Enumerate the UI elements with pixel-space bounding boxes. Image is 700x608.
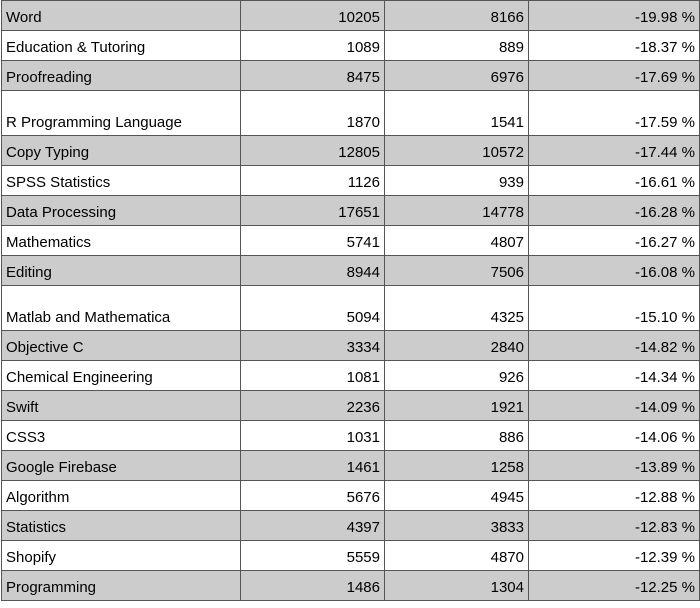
row-value-1: 2236 [241,391,385,421]
row-value-1: 1126 [241,166,385,196]
row-change: -14.34 % [529,361,700,391]
row-change: -12.83 % [529,511,700,541]
row-name: Mathematics [2,226,241,256]
row-value-1: 17651 [241,196,385,226]
table-row [2,451,700,481]
row-value-2: 886 [385,421,529,451]
row-name: Editing [2,256,241,286]
row-value-1: 10205 [241,1,385,31]
table-row [2,256,700,286]
row-value-1: 8475 [241,61,385,91]
row-value-1: 5741 [241,226,385,256]
table-row [2,331,700,361]
row-value-2: 4807 [385,226,529,256]
row-name: Algorithm [2,481,241,511]
row-change: -12.88 % [529,481,700,511]
row-value-1: 1031 [241,421,385,451]
row-change: -16.27 % [529,226,700,256]
row-name: Education & Tutoring [2,31,241,61]
row-value-2: 3833 [385,511,529,541]
row-value-2: 4945 [385,481,529,511]
table-row [2,481,700,511]
row-name: Google Firebase [2,451,241,481]
row-change: -12.25 % [529,571,700,601]
row-name: Shopify [2,541,241,571]
row-name: Word [2,1,241,31]
row-change: -16.08 % [529,256,700,286]
row-value-1: 1870 [241,91,385,136]
table-row [2,286,700,331]
row-name: Statistics [2,511,241,541]
row-value-1: 5559 [241,541,385,571]
row-name: Data Processing [2,196,241,226]
table-row [2,361,700,391]
row-value-1: 8944 [241,256,385,286]
row-change: -17.69 % [529,61,700,91]
row-change: -16.28 % [529,196,700,226]
row-change: -15.10 % [529,286,700,331]
row-change: -12.39 % [529,541,700,571]
row-value-2: 14778 [385,196,529,226]
row-value-1: 1089 [241,31,385,61]
row-change: -14.06 % [529,421,700,451]
row-name: CSS3 [2,421,241,451]
row-value-2: 10572 [385,136,529,166]
row-change: -18.37 % [529,31,700,61]
table-row [2,31,700,61]
row-value-1: 3334 [241,331,385,361]
row-name: Programming [2,571,241,601]
row-name: Swift [2,391,241,421]
table-row [2,226,700,256]
row-name: Matlab and Mathematica [2,286,241,331]
row-value-2: 889 [385,31,529,61]
row-value-2: 4325 [385,286,529,331]
row-value-2: 7506 [385,256,529,286]
row-name: Proofreading [2,61,241,91]
row-value-2: 6976 [385,61,529,91]
row-value-2: 1921 [385,391,529,421]
row-value-2: 8166 [385,1,529,31]
row-value-1: 4397 [241,511,385,541]
row-name: Chemical Engineering [2,361,241,391]
row-name: Copy Typing [2,136,241,166]
table-row [2,91,700,136]
row-change: -17.44 % [529,136,700,166]
row-value-2: 4870 [385,541,529,571]
table-row [2,136,700,166]
row-value-1: 12805 [241,136,385,166]
row-value-2: 939 [385,166,529,196]
table-row [2,196,700,226]
row-value-1: 1461 [241,451,385,481]
row-value-1: 5094 [241,286,385,331]
table-row [2,61,700,91]
row-change: -14.09 % [529,391,700,421]
table-row [2,391,700,421]
row-value-2: 1541 [385,91,529,136]
table-body [2,1,700,601]
table-row [2,571,700,601]
row-value-2: 1304 [385,571,529,601]
row-change: -16.61 % [529,166,700,196]
row-value-1: 1081 [241,361,385,391]
row-name: SPSS Statistics [2,166,241,196]
table-row [2,166,700,196]
row-name: Objective C [2,331,241,361]
table-row [2,511,700,541]
row-change: -14.82 % [529,331,700,361]
row-value-2: 1258 [385,451,529,481]
table-row [2,541,700,571]
row-value-2: 2840 [385,331,529,361]
row-change: -13.89 % [529,451,700,481]
row-value-2: 926 [385,361,529,391]
table-row [2,421,700,451]
data-table [1,0,700,601]
row-name: R Programming Language [2,91,241,136]
table-row [2,1,700,31]
row-value-1: 1486 [241,571,385,601]
row-change: -17.59 % [529,91,700,136]
row-change: -19.98 % [529,1,700,31]
row-value-1: 5676 [241,481,385,511]
